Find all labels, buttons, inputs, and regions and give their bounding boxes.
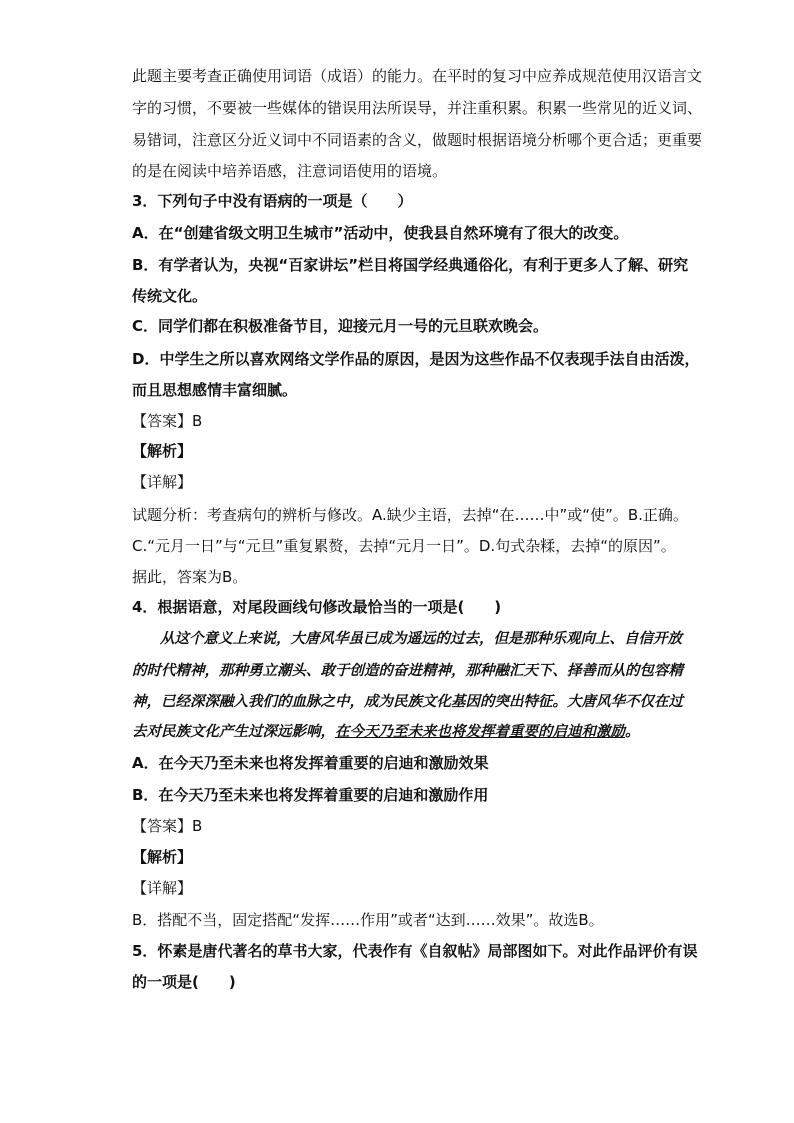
- analysis-text-line-1: 此题主要考查正确使用词语（成语）的能力。在平时的复习中应养成规范使用汉语言文: [132, 67, 703, 85]
- question-3-detail-heading: 【详解】: [132, 473, 193, 491]
- question-3-analysis-heading: 【解析】: [132, 442, 193, 460]
- question-4-option-a: A．在今天乃至未来也将发挥着重要的启迪和激励效果: [132, 754, 489, 772]
- question-4-option-b: B．在今天乃至未来也将发挥着重要的启迪和激励作用: [132, 786, 489, 804]
- question-3-option-a: A．在“创建省级文明卫生城市”活动中，使我县自然环境有了很大的改变。: [132, 224, 629, 242]
- question-5-stem-line-2: 的一项是( ): [132, 973, 236, 991]
- question-4-passage-line-4: [132, 722, 640, 742]
- question-3-explanation-line-3: 据此，答案为B。: [132, 568, 248, 586]
- question-4-answer: 【答案】B: [132, 817, 203, 835]
- question-3-option-b-line-1: B．有学者认为，央视“百家讲坛”栏目将国学经典通俗化，有利于更多人了解、研究: [132, 256, 689, 274]
- question-3-explanation-line-1: 试题分析：考查病句的辨析与修改。A.缺少主语，去掉“在……中”或“使”。B.正确。: [132, 506, 688, 524]
- question-4-explanation: B．搭配不当，固定搭配“发挥……作用”或者“达到……效果”。故选B。: [132, 911, 604, 929]
- question-3-stem: 3．下列句子中没有语病的一项是（ ）: [132, 192, 413, 210]
- question-5-stem-line-1: 5．怀素是唐代著名的草书大家，代表作有《自叙帖》局部图如下。对此作品评价有误: [132, 942, 698, 960]
- question-4-passage-line-1: 从这个意义上来说，大唐风华虽已成为遥远的过去，但是那种乐观向上、自信开放: [160, 630, 682, 647]
- underlined-sentence: 在今天乃至未来也将发挥着重要的启迪和激励: [335, 723, 625, 740]
- question-4-detail-heading: 【详解】: [132, 879, 193, 897]
- question-4-passage-line-3: 神，已经深深融入我们的血脉之中，成为民族文化基因的突出特征。大唐风华不仅在过: [132, 693, 683, 710]
- question-3-option-d-line-1: D．中学生之所以喜欢网络文学作品的原因，是因为这些作品不仅表现手法自由活泼，: [132, 350, 700, 368]
- question-4-passage-line-2: 的时代精神，那种勇立潮头、敢于创造的奋进精神，那种融汇天下、择善而从的包容精: [132, 662, 683, 679]
- question-3-option-d-line-2: 而且思想感情丰富细腻。: [132, 381, 298, 399]
- question-3-option-c: C．同学们都在积极准备节目，迎接元月一号的元旦联欢晚会。: [132, 317, 549, 335]
- question-4-stem: 4．根据语意，对尾段画线句修改最恰当的一项是( ): [132, 598, 502, 616]
- analysis-text-line-3: 易错词，注意区分近义词中不同语素的含义，做题时根据语境分析哪个更合适；更重要: [132, 131, 703, 149]
- analysis-text-line-2: 字的习惯，不要被一些媒体的错误用法所误导，并注重积累。积累一些常见的近义词、: [132, 99, 703, 117]
- question-3-answer: 【答案】B: [132, 412, 203, 430]
- question-3-option-b-line-2: 传统文化。: [132, 287, 208, 305]
- analysis-text-line-4: 的是在阅读中培养语感，注意词语使用的语境。: [132, 162, 448, 180]
- question-4-analysis-heading: 【解析】: [132, 848, 193, 866]
- question-3-explanation-line-2: C.“元月一日”与“元旦”重复累赘，去掉“元月一日”。D.句式杂糅，去掉“的原因”。: [132, 537, 676, 555]
- passage-plain-text: 去对民族文化产生过深远影响，: [132, 723, 335, 740]
- passage-end-mark: 。: [625, 723, 640, 740]
